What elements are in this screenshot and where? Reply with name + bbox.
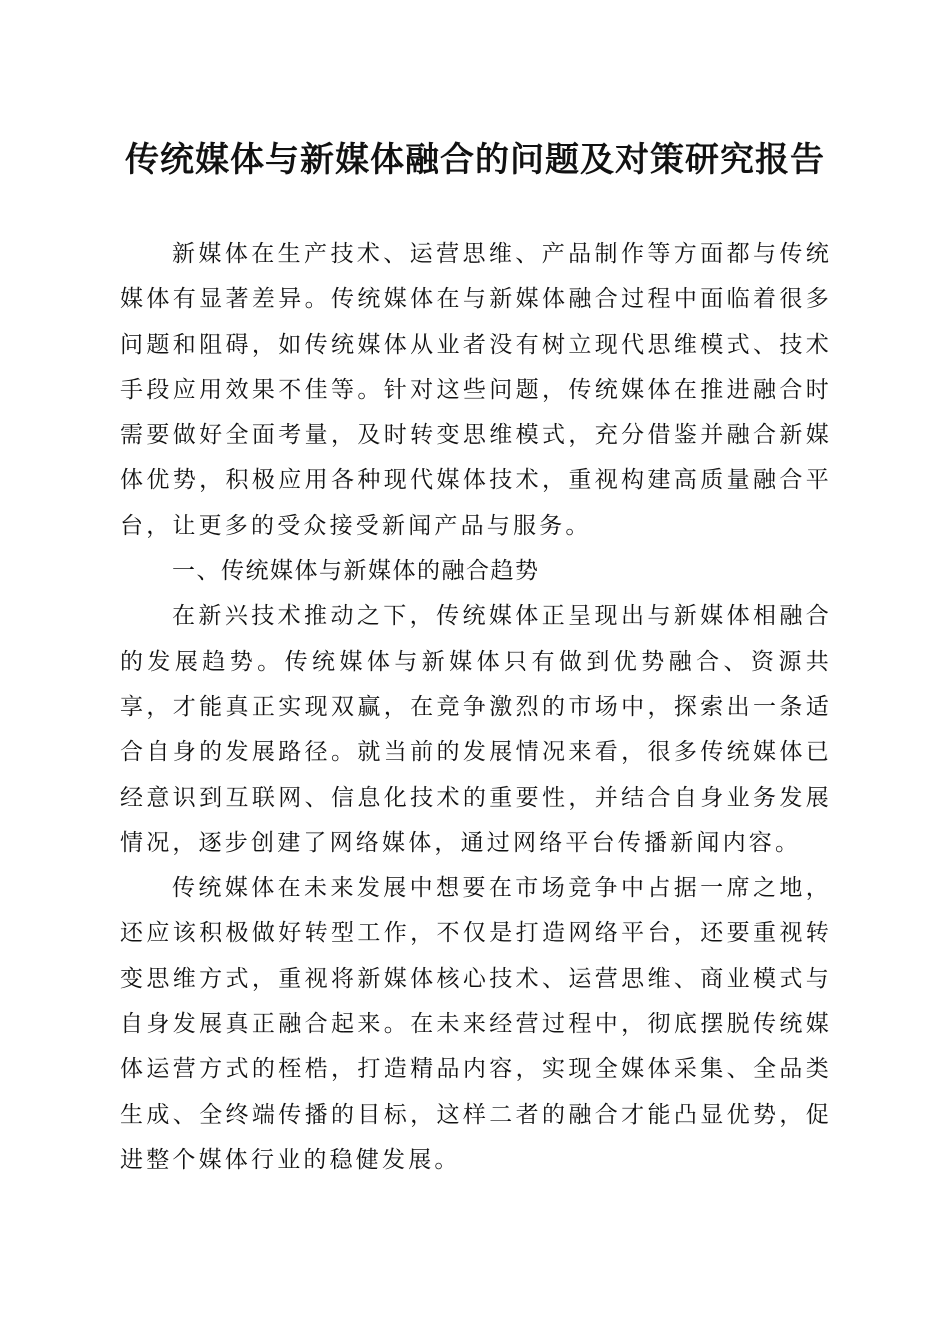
document-body <box>120 232 832 1183</box>
intro-paragraph: 新媒体在生产技术、运营思维、产品制作等方面都与传统媒体有显著差异。传统媒体在与新媒体融合过程中面临着很多问题和阻碍，如传统媒体从业者没有树立现代思维模式、技术手段应用效果不佳等。针对这些问题，传统媒体在推进融合时需要做好全面考量，及时转变思维模式，充分借鉴并融合新媒体优势，积极应用各种现代媒体技术，重视构建高质量融合平台，让更多的受众接受新闻产品与服务。 <box>120 241 832 539</box>
section-heading-1: 一、传统媒体与新媒体的融合趋势 <box>172 558 540 585</box>
section-1-paragraph-1: 在新兴技术推动之下，传统媒体正呈现出与新媒体相融合的发展趋势。传统媒体与新媒体只有做到优势融合、资源共享，才能真正实现双赢，在竞争激烈的市场中，探索出一条适合自身的发展路径。就当前的发展情况来看，很多传统媒体已经意识到互联网、信息化技术的重要性，并结合自身业务发展情况，逐步创建了网络媒体，通过网络平台传播新闻内容。 <box>120 603 832 856</box>
section-1-paragraph-2: 传统媒体在未来发展中想要在市场竞争中占据一席之地，还应该积极做好转型工作，不仅是打造网络平台，还要重视转变思维方式，重视将新媒体核心技术、运营思维、商业模式与自身发展真正融合起来。在未来经营过程中，彻底摆脱传统媒体运营方式的桎梏，打造精品内容，实现全媒体采集、全品类生成、全终端传播的目标，这样二者的融合才能凸显优势，促进整个媒体行业的稳健发展。 <box>120 875 832 1173</box>
document-title: 传统媒体与新媒体融合的问题及对策研究报告 <box>125 140 825 180</box>
